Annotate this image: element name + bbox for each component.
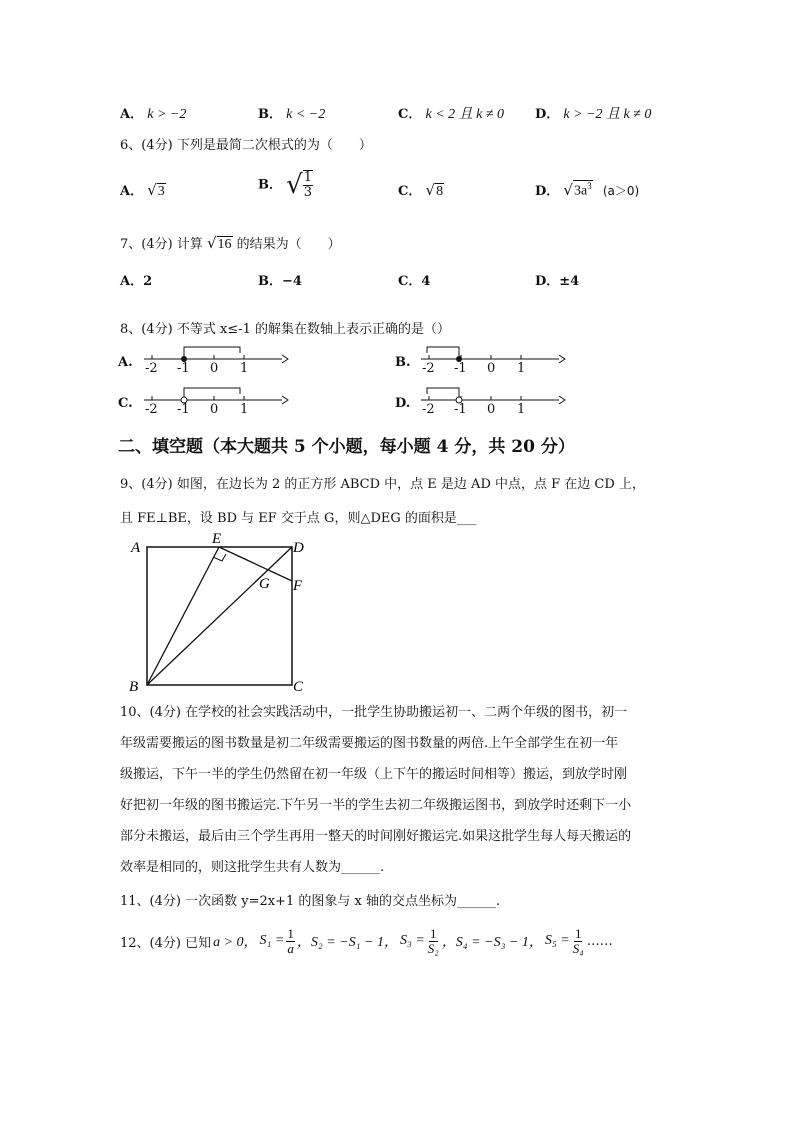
tick-label: -2 <box>145 402 158 417</box>
label-e: E <box>212 531 222 547</box>
q8-option-c <box>118 384 278 420</box>
q8-stem: 8、(4分) 不等式 x≤-1 的解集在数轴上表示正确的是（） <box>120 322 450 337</box>
s2-expression: ，S₂ = −S₁ − 1， <box>296 935 398 951</box>
label-d: D <box>293 540 304 556</box>
radicand: 3 <box>157 184 165 199</box>
q10-line: 10、(4分) 在学校的社会实践活动中，一批学生协助搬运初一、二两个年级的图书，初一 <box>120 705 628 720</box>
q7-stem <box>120 233 341 253</box>
tick-label: 1 <box>517 361 526 376</box>
tick-label: 1 <box>517 402 526 417</box>
fraction-denominator: 3 <box>303 185 312 200</box>
fraction-numerator: 1 <box>574 926 582 941</box>
q7-option-b: B．−4 <box>258 274 302 289</box>
q10-line: 好把初一年级的图书搬运完.下午另一半的学生去初二年级搬运图书，到放学时还剩下一小 <box>120 798 632 813</box>
q6-stem: 6、(4分) 下列是最简二次根式的为（ ） <box>120 138 372 153</box>
label-b: B <box>129 679 139 695</box>
option-letter: B． <box>258 177 282 193</box>
tick-label: 0 <box>487 361 496 376</box>
q8-option-b <box>395 343 555 379</box>
arrow-head <box>559 396 565 404</box>
q7-option-a: A．2 <box>120 274 153 289</box>
option-letter: B． <box>258 107 282 122</box>
radicand-exponent: 3 <box>587 181 592 192</box>
fraction-denominator: S₂ <box>427 940 439 956</box>
label-a: A <box>131 540 141 556</box>
option-letter: A. <box>118 355 133 370</box>
q6-option-a <box>120 180 166 200</box>
q12-stem <box>120 927 613 955</box>
radical-sign: √ <box>425 181 436 199</box>
option-letter: D． <box>535 184 560 199</box>
tick-label: -1 <box>454 402 467 417</box>
option-expression: k > −2 <box>147 107 187 122</box>
label-c: C <box>293 679 304 695</box>
q11-stem: 11、(4分) 一次函数 y=2x+1 的图象与 x 轴的交点坐标为______. <box>120 894 501 909</box>
arrow-head <box>559 355 565 363</box>
option-letter: C． <box>398 184 422 199</box>
s4-expression: ，S₄ = −S₃ − 1， <box>441 935 543 951</box>
tick-label: -2 <box>145 361 158 376</box>
solution-bracket <box>184 347 240 359</box>
label-g: G <box>259 576 270 592</box>
q7-stem-prefix: 7、(4分) 计算 <box>120 237 203 252</box>
q8-option-a <box>118 343 278 379</box>
fraction-numerator: 1 <box>430 926 437 941</box>
s5-fraction <box>572 927 585 955</box>
label-f: F <box>293 578 303 594</box>
s3-lhs: S₃ = <box>399 933 425 949</box>
q10-line: 效率是相同的，则这批学生共有人数为______. <box>120 860 385 875</box>
option-expression: k < −2 <box>286 107 326 122</box>
option-letter: C. <box>118 396 133 411</box>
radical-sign: √ <box>286 170 303 200</box>
q9-line-2: 且 FE⊥BE，设 BD 与 EF 交于点 G，则△DEG 的面积是___ <box>120 511 477 526</box>
tick-label: -2 <box>422 402 435 417</box>
q10-line: 级搬运，下午一半的学生仍然留在初一年级（上下午的搬运时间相等）搬运，到放学时刚 <box>120 767 628 782</box>
radicand <box>573 180 593 200</box>
option-expression: k < 2 且 k ≠ 0 <box>425 107 505 122</box>
q9-line-1: 9、(4分) 如图，在边长为 2 的正方形 ABCD 中，点 E 是边 AD 中点，点 F 在边 CD 上， <box>120 477 645 492</box>
s5-lhs: S₅ = <box>544 933 570 949</box>
fraction-denominator: a <box>287 940 294 956</box>
solution-bracket <box>427 388 459 397</box>
tick-label: 0 <box>210 361 219 376</box>
segment-ef <box>219 547 292 581</box>
s1-fraction <box>286 927 295 955</box>
radical-sign: √ <box>147 181 157 199</box>
solution-bracket <box>184 388 240 397</box>
tick-label: 0 <box>210 402 219 417</box>
radical-sign: √ <box>563 181 573 199</box>
solution-bracket <box>427 347 459 359</box>
q7-option-d: D．±4 <box>535 274 580 289</box>
option-letter: C． <box>398 107 422 122</box>
tick-label: -2 <box>422 361 435 376</box>
q12-prefix: 12、(4分) 已知 <box>120 935 212 951</box>
tick-label: 1 <box>240 361 249 376</box>
fraction-numerator: 1 <box>303 170 312 186</box>
arrow-head <box>282 396 288 404</box>
q5-option-a <box>120 103 186 123</box>
option-letter: D． <box>535 107 560 122</box>
s1-lhs: S₁ = <box>259 933 285 949</box>
section-heading: 二、填空题（本大题共 5 个小题，每小题 4 分，共 20 分） <box>118 437 575 457</box>
q5-option-b <box>258 103 325 123</box>
q7-stem-suffix: 的结果为（ ） <box>236 237 341 252</box>
radicand-base: 3a <box>573 184 588 199</box>
tick-label: -1 <box>177 361 190 376</box>
segment-be <box>147 547 219 685</box>
q10-line: 年级需要搬运的图书数量是初二年级需要搬运的图书数量的两倍.上午全部学生在初一年 <box>120 736 619 751</box>
option-letter: A． <box>120 184 144 199</box>
q5-option-d <box>535 103 651 123</box>
radical-sign: √ <box>206 234 217 252</box>
q6-option-b <box>258 170 313 200</box>
fraction <box>303 170 313 199</box>
ellipsis: …… <box>586 933 613 949</box>
q6-option-c <box>398 180 444 200</box>
option-expression: k > −2 且 k ≠ 0 <box>563 107 652 122</box>
q10-line: 部分未搬运，最后由三个学生再用一整天的时间刚好搬运完.如果这批学生每人每天搬运的 <box>120 829 632 844</box>
fraction-numerator: 1 <box>287 926 294 941</box>
q6-option-d <box>535 180 639 200</box>
s3-fraction <box>427 927 440 955</box>
radicand: 8 <box>436 184 444 199</box>
tick-label: 1 <box>240 402 249 417</box>
option-letter: B. <box>395 355 411 370</box>
option-letter: A． <box>120 107 144 122</box>
arrow-head <box>282 355 288 363</box>
q12-condition: a > 0， <box>213 935 258 951</box>
q7-option-c: C．4 <box>398 274 431 289</box>
q9-square-figure <box>125 530 325 695</box>
q5-option-c <box>398 103 504 123</box>
q10-paragraph <box>120 697 631 883</box>
tick-label: -1 <box>177 402 190 417</box>
diagonal-bd <box>147 547 292 685</box>
fraction-denominator: S₄ <box>572 940 584 956</box>
condition: (a＞0) <box>602 184 640 198</box>
tick-label: 0 <box>487 402 496 417</box>
option-letter: D. <box>395 396 411 411</box>
radicand: 16 <box>217 237 232 252</box>
q8-option-d <box>395 384 555 420</box>
tick-label: -1 <box>454 361 467 376</box>
